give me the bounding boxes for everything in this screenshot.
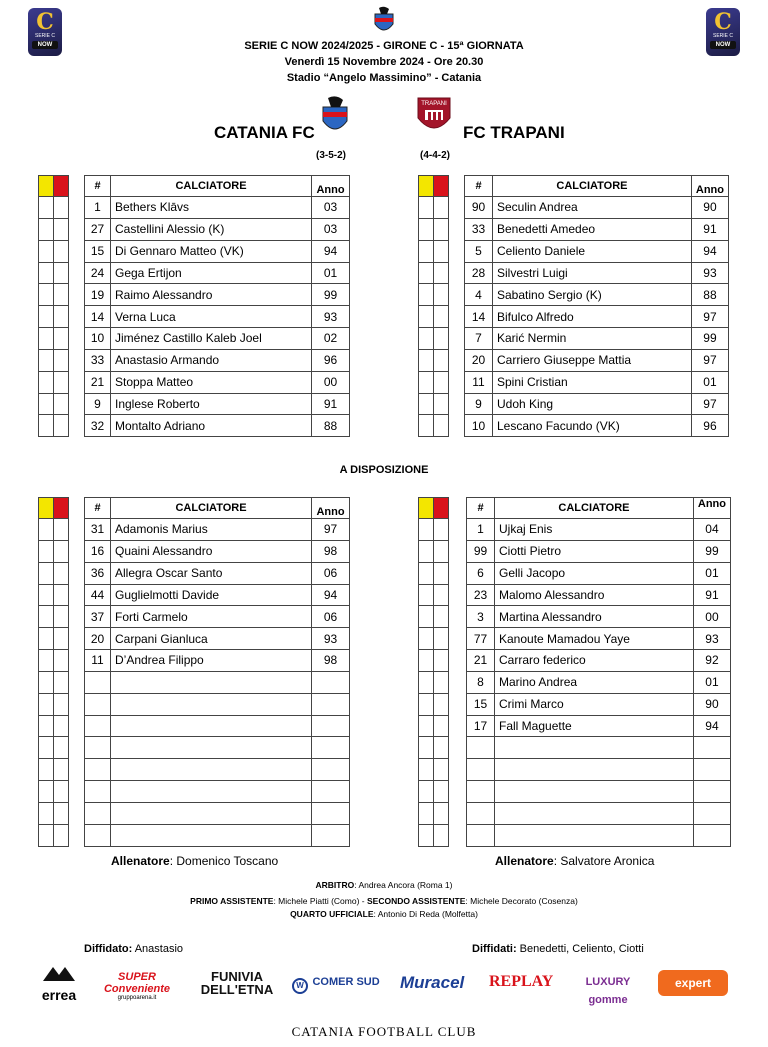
player-number: 21 <box>85 371 111 393</box>
sponsor-expert <box>658 970 728 996</box>
player-row <box>467 737 731 759</box>
sponsor-label: Muracel <box>400 973 465 992</box>
red-card-header <box>54 176 69 197</box>
col-year: Anno <box>691 176 728 197</box>
col-player: CALCIATORE <box>111 498 312 519</box>
away-starters-cards <box>418 175 449 437</box>
player-row <box>85 306 350 328</box>
player-year: 01 <box>693 562 730 584</box>
player-row <box>85 802 350 824</box>
player-row <box>85 284 350 306</box>
away-formation: (4-4-2) <box>420 150 451 161</box>
player-name: Anastasio Armando <box>111 349 312 371</box>
bench-title: A DISPOSIZIONE <box>339 464 429 476</box>
player-name: Castellini Alessio (K) <box>111 218 312 240</box>
player-name: Malomo Alessandro <box>495 584 694 606</box>
player-name: D’Andrea Filippo <box>111 650 312 672</box>
col-number: # <box>467 498 495 519</box>
player-name: Allegra Oscar Santo <box>111 562 312 584</box>
player-number: 20 <box>465 349 493 371</box>
player-name <box>495 824 694 846</box>
player-name: Ujkaj Enis <box>495 519 694 541</box>
yellow-card-header <box>39 176 54 197</box>
trapani-crest-text: TRAPANI <box>421 101 447 107</box>
player-number: 10 <box>465 415 493 437</box>
col-player: CALCIATORE <box>495 498 694 519</box>
player-year: 00 <box>312 371 350 393</box>
player-name: Verna Luca <box>111 306 312 328</box>
player-year: 93 <box>691 262 728 284</box>
player-number: 15 <box>85 240 111 262</box>
trapani-crest-icon <box>416 94 452 138</box>
sponsor-label: REPLAY <box>489 973 554 990</box>
player-year: 97 <box>691 306 728 328</box>
home-subs-cards <box>38 497 69 847</box>
diffidati-names: Anastasio <box>132 943 184 955</box>
player-name: Gelli Jacopo <box>495 562 694 584</box>
coach-name: : Domenico Toscano <box>169 854 279 868</box>
player-row <box>85 606 350 628</box>
player-number <box>467 737 495 759</box>
player-year <box>312 715 350 737</box>
col-number: # <box>85 176 111 197</box>
errea-logo-icon <box>39 965 79 983</box>
player-name: Silvestri Luigi <box>493 262 692 284</box>
player-year: 99 <box>693 540 730 562</box>
player-row <box>85 824 350 846</box>
player-name: Inglese Roberto <box>111 393 312 415</box>
player-row <box>85 671 350 693</box>
sponsor-super-conveniente <box>94 971 180 1001</box>
player-name: Sabatino Sergio (K) <box>493 284 692 306</box>
away-starters-table <box>464 175 729 437</box>
sponsor-funivia <box>192 970 282 996</box>
sponsor-muracel <box>400 973 480 993</box>
player-row <box>467 693 731 715</box>
col-number: # <box>85 498 111 519</box>
col-player: CALCIATORE <box>493 176 692 197</box>
player-row <box>467 584 731 606</box>
col-year: Anno <box>312 176 350 197</box>
player-year: 91 <box>691 218 728 240</box>
player-name <box>111 781 312 803</box>
player-year: 96 <box>691 415 728 437</box>
player-year: 00 <box>693 606 730 628</box>
player-year: 03 <box>312 218 350 240</box>
player-year <box>312 781 350 803</box>
player-row <box>85 240 350 262</box>
player-row <box>85 218 350 240</box>
player-number <box>85 671 111 693</box>
player-year: 93 <box>312 628 350 650</box>
away-coach <box>495 854 654 868</box>
player-row <box>465 240 729 262</box>
player-row <box>467 759 731 781</box>
player-year: 01 <box>691 371 728 393</box>
player-number <box>85 737 111 759</box>
sponsor-label: expert <box>674 976 712 990</box>
player-number: 77 <box>467 628 495 650</box>
player-year: 98 <box>312 540 350 562</box>
away-subs-table <box>466 497 731 847</box>
player-year: 02 <box>312 328 350 350</box>
sponsor-errea <box>36 965 82 1002</box>
red-card-header <box>434 176 449 197</box>
player-year <box>312 802 350 824</box>
player-name: Jiménez Castillo Kaleb Joel <box>111 328 312 350</box>
player-number: 27 <box>85 218 111 240</box>
diffidati-label: Diffidati: <box>472 943 517 955</box>
player-year: 97 <box>691 349 728 371</box>
player-number: 14 <box>85 306 111 328</box>
player-row <box>467 781 731 803</box>
player-row <box>465 218 729 240</box>
player-name <box>111 671 312 693</box>
player-year <box>693 759 730 781</box>
player-name: Adamonis Marius <box>111 519 312 541</box>
home-subs-table <box>84 497 350 847</box>
home-coach <box>111 854 278 868</box>
player-year: 01 <box>312 262 350 284</box>
player-name <box>111 759 312 781</box>
player-row <box>85 584 350 606</box>
player-row <box>85 650 350 672</box>
player-year <box>312 759 350 781</box>
player-row <box>85 540 350 562</box>
player-number: 9 <box>465 393 493 415</box>
player-year: 99 <box>691 328 728 350</box>
player-number: 4 <box>465 284 493 306</box>
sponsor-comer-sud <box>292 975 388 994</box>
player-number <box>467 759 495 781</box>
player-name: Quaini Alessandro <box>111 540 312 562</box>
player-row <box>85 715 350 737</box>
match-competition: SERIE C NOW 2024/2025 - GIRONE C - 15ª GIORNATA <box>244 40 524 52</box>
player-row <box>85 262 350 284</box>
player-number: 28 <box>465 262 493 284</box>
player-number: 20 <box>85 628 111 650</box>
player-number: 21 <box>467 650 495 672</box>
fourth-official-name: : Antonio Di Reda (Molfetta) <box>373 909 478 919</box>
player-year: 90 <box>693 693 730 715</box>
player-row <box>465 306 729 328</box>
player-number: 11 <box>85 650 111 672</box>
player-name <box>111 715 312 737</box>
player-year: 98 <box>312 650 350 672</box>
player-name: Martina Alessandro <box>495 606 694 628</box>
player-number: 11 <box>465 371 493 393</box>
player-row <box>85 371 350 393</box>
diffidati-label: Diffidato: <box>84 943 133 955</box>
yellow-card-header <box>39 498 54 519</box>
player-row <box>467 824 731 846</box>
match-stadium: Stadio “Angelo Massimino” - Catania <box>286 72 482 84</box>
second-assistant-label: SECONDO ASSISTENTE <box>366 896 466 906</box>
col-number: # <box>465 176 493 197</box>
player-number: 23 <box>467 584 495 606</box>
sponsor-url: gruppoarena.it <box>117 995 157 1001</box>
player-number <box>85 802 111 824</box>
player-number: 37 <box>85 606 111 628</box>
col-year: Anno <box>312 498 350 519</box>
col-player: CALCIATORE <box>111 176 312 197</box>
catania-crest-small-icon <box>373 6 395 36</box>
player-name: Bifulco Alfredo <box>493 306 692 328</box>
player-year: 94 <box>312 584 350 606</box>
player-year: 99 <box>312 284 350 306</box>
player-row <box>467 802 731 824</box>
second-assistant-name: : Michele Decorato (Cosenza) <box>465 896 578 906</box>
player-row <box>467 715 731 737</box>
player-number: 16 <box>85 540 111 562</box>
referee <box>0 880 768 890</box>
player-year <box>312 671 350 693</box>
player-year: 03 <box>312 197 350 219</box>
player-number <box>85 715 111 737</box>
player-number: 31 <box>85 519 111 541</box>
player-year: 04 <box>693 519 730 541</box>
yellow-card-header <box>419 498 434 519</box>
player-number: 5 <box>465 240 493 262</box>
player-number: 15 <box>467 693 495 715</box>
player-number: 33 <box>85 349 111 371</box>
player-row <box>467 562 731 584</box>
player-year: 91 <box>312 393 350 415</box>
player-row <box>85 693 350 715</box>
coach-label: Allenatore <box>111 854 170 868</box>
player-name: Crimi Marco <box>495 693 694 715</box>
serie-c-now-logo-right: C SERIE C NOW <box>706 8 740 56</box>
player-row <box>465 371 729 393</box>
player-number: 8 <box>467 671 495 693</box>
player-row <box>465 393 729 415</box>
sponsor-label: COMER SUD <box>312 976 380 988</box>
fourth-official <box>0 909 768 919</box>
player-row <box>465 284 729 306</box>
player-name: Fall Maguette <box>495 715 694 737</box>
away-team-name: FC TRAPANI <box>463 123 565 142</box>
fourth-official-label: QUARTO UFFICIALE <box>290 909 374 919</box>
player-number <box>467 802 495 824</box>
red-card-header <box>434 498 449 519</box>
player-year: 06 <box>312 606 350 628</box>
player-number: 1 <box>85 197 111 219</box>
player-row <box>467 650 731 672</box>
player-number: 19 <box>85 284 111 306</box>
player-year: 06 <box>312 562 350 584</box>
player-row <box>465 415 729 437</box>
player-row <box>85 393 350 415</box>
player-name: Karić Nermin <box>493 328 692 350</box>
player-year <box>312 693 350 715</box>
player-number: 6 <box>467 562 495 584</box>
coach-label: Allenatore <box>495 854 554 868</box>
player-name: Spini Cristian <box>493 371 692 393</box>
referee-label: ARBITRO <box>315 880 355 890</box>
player-year <box>693 802 730 824</box>
player-row <box>85 349 350 371</box>
player-name: Udoh King <box>493 393 692 415</box>
player-row <box>467 540 731 562</box>
sponsor-label: SUPER Conveniente <box>103 971 170 995</box>
player-name: Gega Ertijon <box>111 262 312 284</box>
player-name <box>111 802 312 824</box>
player-number <box>85 759 111 781</box>
player-year: 94 <box>691 240 728 262</box>
player-row <box>85 562 350 584</box>
player-row <box>465 349 729 371</box>
player-name <box>495 802 694 824</box>
player-year: 94 <box>693 715 730 737</box>
player-year <box>312 824 350 846</box>
player-number: 17 <box>467 715 495 737</box>
player-row <box>467 628 731 650</box>
player-row <box>467 519 731 541</box>
player-year <box>693 824 730 846</box>
player-name: Lescano Facundo (VK) <box>493 415 692 437</box>
home-formation: (3-5-2) <box>316 150 347 161</box>
player-number <box>467 781 495 803</box>
player-row <box>85 328 350 350</box>
assistants <box>0 896 768 906</box>
player-name: Ciotti Pietro <box>495 540 694 562</box>
player-year: 90 <box>691 197 728 219</box>
player-number: 3 <box>467 606 495 628</box>
player-number <box>85 824 111 846</box>
player-year: 93 <box>312 306 350 328</box>
col-year: Anno <box>693 498 730 519</box>
sponsor-label: LUXURY gomme <box>585 976 631 1006</box>
vw-logo-icon: W <box>292 978 308 994</box>
player-year: 88 <box>691 284 728 306</box>
away-diffidati <box>472 943 644 955</box>
player-row <box>85 197 350 219</box>
player-name: Bethers Klāvs <box>111 197 312 219</box>
player-row <box>465 262 729 284</box>
player-number: 10 <box>85 328 111 350</box>
diffidati-names: Benedetti, Celiento, Ciotti <box>516 943 644 955</box>
player-name: Seculin Andrea <box>493 197 692 219</box>
home-team-name: CATANIA FC <box>214 123 315 142</box>
player-number: 24 <box>85 262 111 284</box>
player-year: 96 <box>312 349 350 371</box>
player-year <box>693 781 730 803</box>
player-number <box>467 824 495 846</box>
sponsor-replay <box>489 973 559 991</box>
player-name: Guglielmotti Davide <box>111 584 312 606</box>
player-name: Montalto Adriano <box>111 415 312 437</box>
player-name: Marino Andrea <box>495 671 694 693</box>
yellow-card-header <box>419 176 434 197</box>
player-year: 88 <box>312 415 350 437</box>
player-name <box>111 824 312 846</box>
catania-crest-icon <box>321 95 349 135</box>
player-row <box>465 328 729 350</box>
sponsor-label: errea <box>41 987 77 1003</box>
player-name: Celiento Daniele <box>493 240 692 262</box>
player-name: Benedetti Amedeo <box>493 218 692 240</box>
player-row <box>85 759 350 781</box>
footer-club-name: CATANIA FOOTBALL CLUB <box>291 1024 477 1039</box>
player-number <box>85 693 111 715</box>
player-name: Di Gennaro Matteo (VK) <box>111 240 312 262</box>
player-number <box>85 781 111 803</box>
player-name: Raimo Alessandro <box>111 284 312 306</box>
player-row <box>465 197 729 219</box>
player-name <box>495 781 694 803</box>
red-card-header <box>54 498 69 519</box>
player-number: 14 <box>465 306 493 328</box>
player-number: 44 <box>85 584 111 606</box>
player-name <box>495 759 694 781</box>
home-diffidati <box>84 943 183 955</box>
player-name <box>111 693 312 715</box>
player-number: 90 <box>465 197 493 219</box>
player-year: 97 <box>691 393 728 415</box>
referee-name: : Andrea Ancora (Roma 1) <box>354 880 453 890</box>
home-starters-table <box>84 175 350 437</box>
first-assistant-name: : Michele Piatti (Como) - <box>273 896 367 906</box>
coach-name: : Salvatore Aronica <box>553 854 655 868</box>
player-number: 32 <box>85 415 111 437</box>
serie-c-now-logo-left: C SERIE C NOW <box>28 8 62 56</box>
player-name: Carraro federico <box>495 650 694 672</box>
player-row <box>467 671 731 693</box>
player-name: Stoppa Matteo <box>111 371 312 393</box>
player-name <box>111 737 312 759</box>
player-year: 97 <box>312 519 350 541</box>
player-row <box>85 415 350 437</box>
player-name: Forti Carmelo <box>111 606 312 628</box>
sponsor-luxury-gomme <box>576 972 640 1008</box>
player-number: 36 <box>85 562 111 584</box>
sponsor-label: FUNIVIA DELL'ETNA <box>200 969 274 997</box>
player-row <box>85 781 350 803</box>
home-starters-cards <box>38 175 69 437</box>
player-name: Carpani Gianluca <box>111 628 312 650</box>
player-number: 9 <box>85 393 111 415</box>
player-name: Kanoute Mamadou Yaye <box>495 628 694 650</box>
match-date: Venerdì 15 Novembre 2024 - Ore 20.30 <box>284 56 484 68</box>
away-subs-cards <box>418 497 449 847</box>
player-year: 93 <box>693 628 730 650</box>
player-number: 33 <box>465 218 493 240</box>
player-number: 99 <box>467 540 495 562</box>
player-number: 7 <box>465 328 493 350</box>
player-row <box>85 628 350 650</box>
player-year: 94 <box>312 240 350 262</box>
player-name: Carriero Giuseppe Mattia <box>493 349 692 371</box>
player-year: 01 <box>693 671 730 693</box>
player-year: 91 <box>693 584 730 606</box>
player-row <box>85 519 350 541</box>
player-year <box>312 737 350 759</box>
player-row <box>467 606 731 628</box>
player-year <box>693 737 730 759</box>
player-row <box>85 737 350 759</box>
player-number: 1 <box>467 519 495 541</box>
player-year: 92 <box>693 650 730 672</box>
first-assistant-label: PRIMO ASSISTENTE <box>190 896 274 906</box>
player-name <box>495 737 694 759</box>
